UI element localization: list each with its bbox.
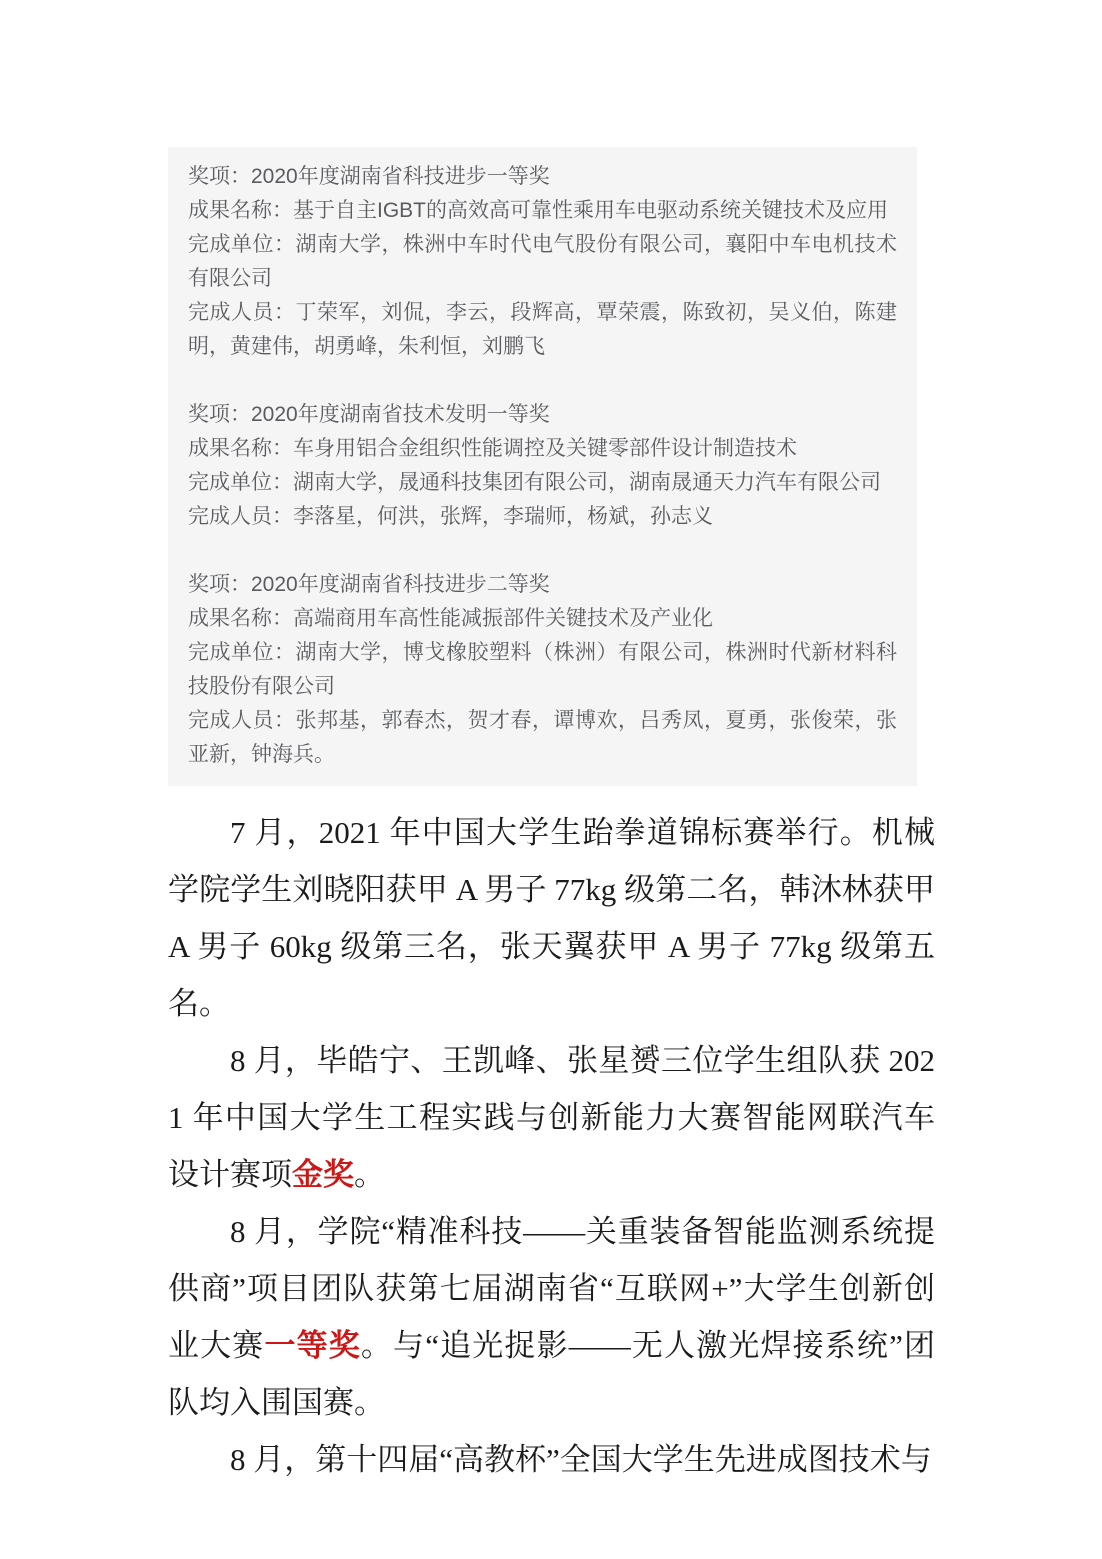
paragraph (168, 804, 935, 1032)
text-segment: 8 月，学院“精准科技——关重装备智能监测系统提供商”项目团队获第七届湖南省“互联网+”大学生创新创业大赛 (168, 1214, 935, 1363)
body-text (168, 804, 935, 1488)
award-line: 完成人员：丁荣军，刘侃，李云，段辉高，覃荣震，陈致初，吴义伯，陈建明，黄建伟，胡勇峰，朱利恒，刘鹏飞 (188, 301, 897, 358)
award-block (188, 398, 897, 534)
text-segment: 7 月，2021 年中国大学生跆拳道锦标赛举行。机械学院学生刘晓阳获甲 A 男子 77kg 级第二名，韩沐林获甲 A 男子 60kg 级第三名，张天翼获甲 A 男子 77kg 级第五名。 (168, 815, 935, 1021)
text-segment: 8 月，第十四届“高教杯”全国大学生先进成图技术与 (230, 1442, 932, 1477)
award-line: 完成单位：湖南大学，晟通科技集团有限公司，湖南晟通天力汽车有限公司 (188, 471, 881, 494)
text-segment: 。 (354, 1157, 385, 1192)
award-line: 奖项：2020年度湖南省科技进步二等奖 (188, 573, 550, 596)
emphasis-text: 一等奖 (264, 1328, 361, 1363)
award-line: 完成单位：湖南大学，株洲中车时代电气股份有限公司，襄阳中车电机技术有限公司 (188, 233, 897, 290)
paragraph (168, 1032, 935, 1203)
award-summary-box (168, 147, 917, 786)
award-line: 奖项：2020年度湖南省科技进步一等奖 (188, 165, 550, 188)
award-block (188, 160, 897, 364)
award-line: 成果名称：高端商用车高性能减振部件关键技术及产业化 (188, 607, 713, 630)
award-line: 成果名称：车身用铝合金组织性能调控及关键零部件设计制造技术 (188, 437, 797, 460)
award-line: 完成人员：张邦基，郭春杰，贺才春，谭博欢，吕秀凤，夏勇，张俊荣，张亚新，钟海兵。 (188, 709, 897, 766)
text-segment: 8 月，毕皓宁、王凯峰、张星赟三位学生组队获 2021 年中国大学生工程实践与创新能力大赛智能网联汽车设计赛项 (168, 1043, 935, 1192)
paragraph (168, 1203, 935, 1431)
award-line: 成果名称：基于自主IGBT的高效高可靠性乘用车电驱动系统关键技术及应用 (188, 199, 889, 222)
award-line: 完成人员：李落星，何洪，张辉，李瑞师，杨斌，孙志义 (188, 505, 713, 528)
award-line: 完成单位：湖南大学，博戈橡胶塑料（株洲）有限公司，株洲时代新材料科技股份有限公司 (188, 641, 897, 698)
award-line: 奖项：2020年度湖南省技术发明一等奖 (188, 403, 550, 426)
text-segment: 。与“追光捉影——无人激光焊接系统”团队均入围国赛。 (168, 1328, 935, 1420)
paragraph (168, 1431, 935, 1488)
award-block (188, 568, 897, 772)
emphasis-text: 金奖 (292, 1157, 354, 1192)
